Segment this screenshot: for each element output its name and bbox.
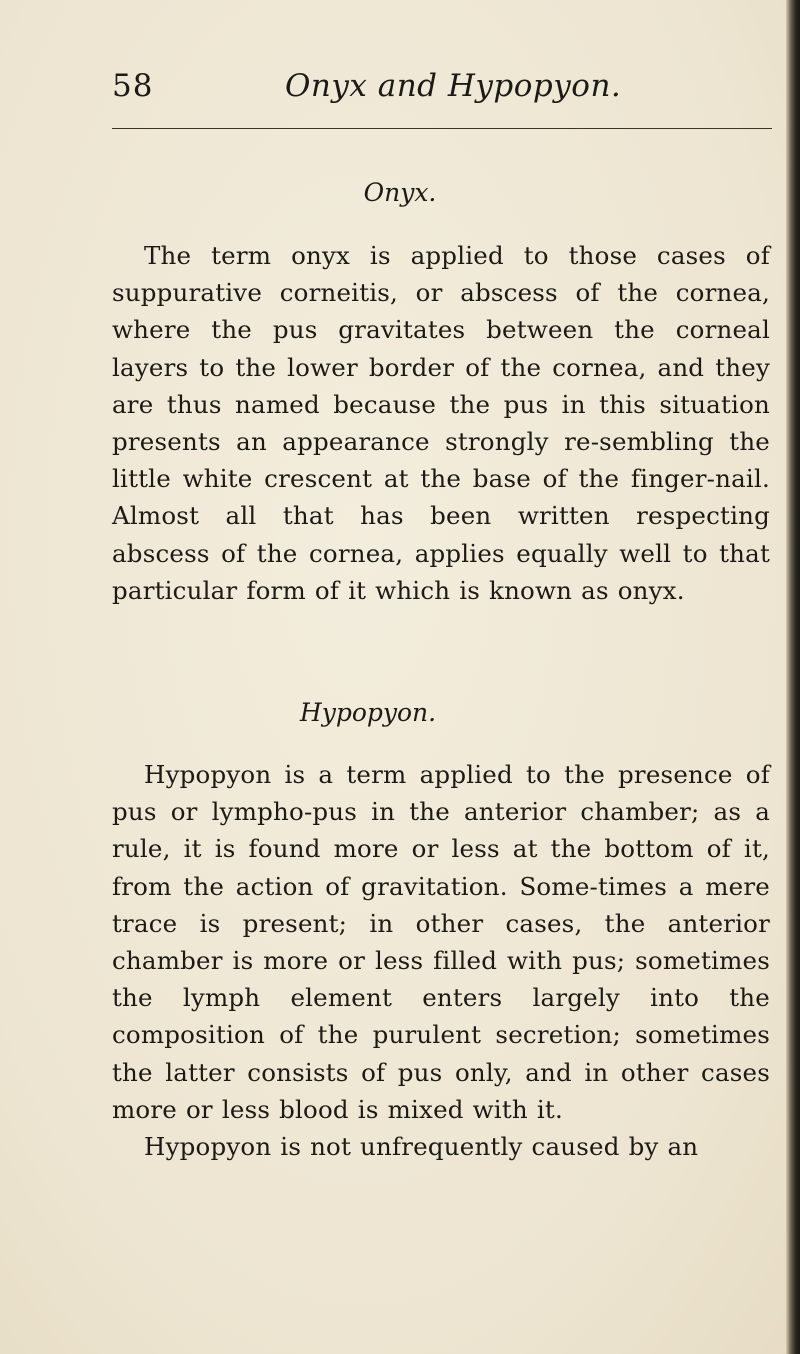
section-title-onyx: Onyx. bbox=[363, 178, 437, 207]
page-header bbox=[112, 68, 772, 112]
binding-edge bbox=[786, 0, 800, 1354]
paragraph-hypopyon-1: Hypopyon is a term applied to the presence of pus or lympho-pus in the anterior chamber; as a rule, it is found more or less at the bottom of it, from the action of gravitation. Some-times a mere trace is present; in other cases, the anterior chamber is more or less filled with pus; sometimes the lymph element enters largely into the composition of the purulent secretion; sometimes the latter consists of pus only, and in other cases more or less blood is mixed with it. bbox=[112, 760, 770, 1124]
section-title-hypopyon: Hypopyon. bbox=[299, 698, 437, 727]
paragraph-hypopyon-2: Hypopyon is not unfrequently caused by an bbox=[144, 1132, 699, 1161]
running-title: Onyx and Hypopyon. bbox=[285, 68, 622, 104]
header-rule bbox=[112, 128, 772, 129]
paragraph-onyx: The term onyx is applied to those cases of suppurative corneitis, or abscess of the cornea, where the pus gravitates between the corneal layers to the lower border of the cornea, and they are thus named because the pus in this situation presents an appearance strongly re-sembling the little white crescent at the base of the finger-nail. Almost all that has been written respecting abscess of the cornea, applies equally well to that particular form of it which is known as onyx. bbox=[112, 241, 770, 605]
page-number: 58 bbox=[112, 68, 154, 104]
